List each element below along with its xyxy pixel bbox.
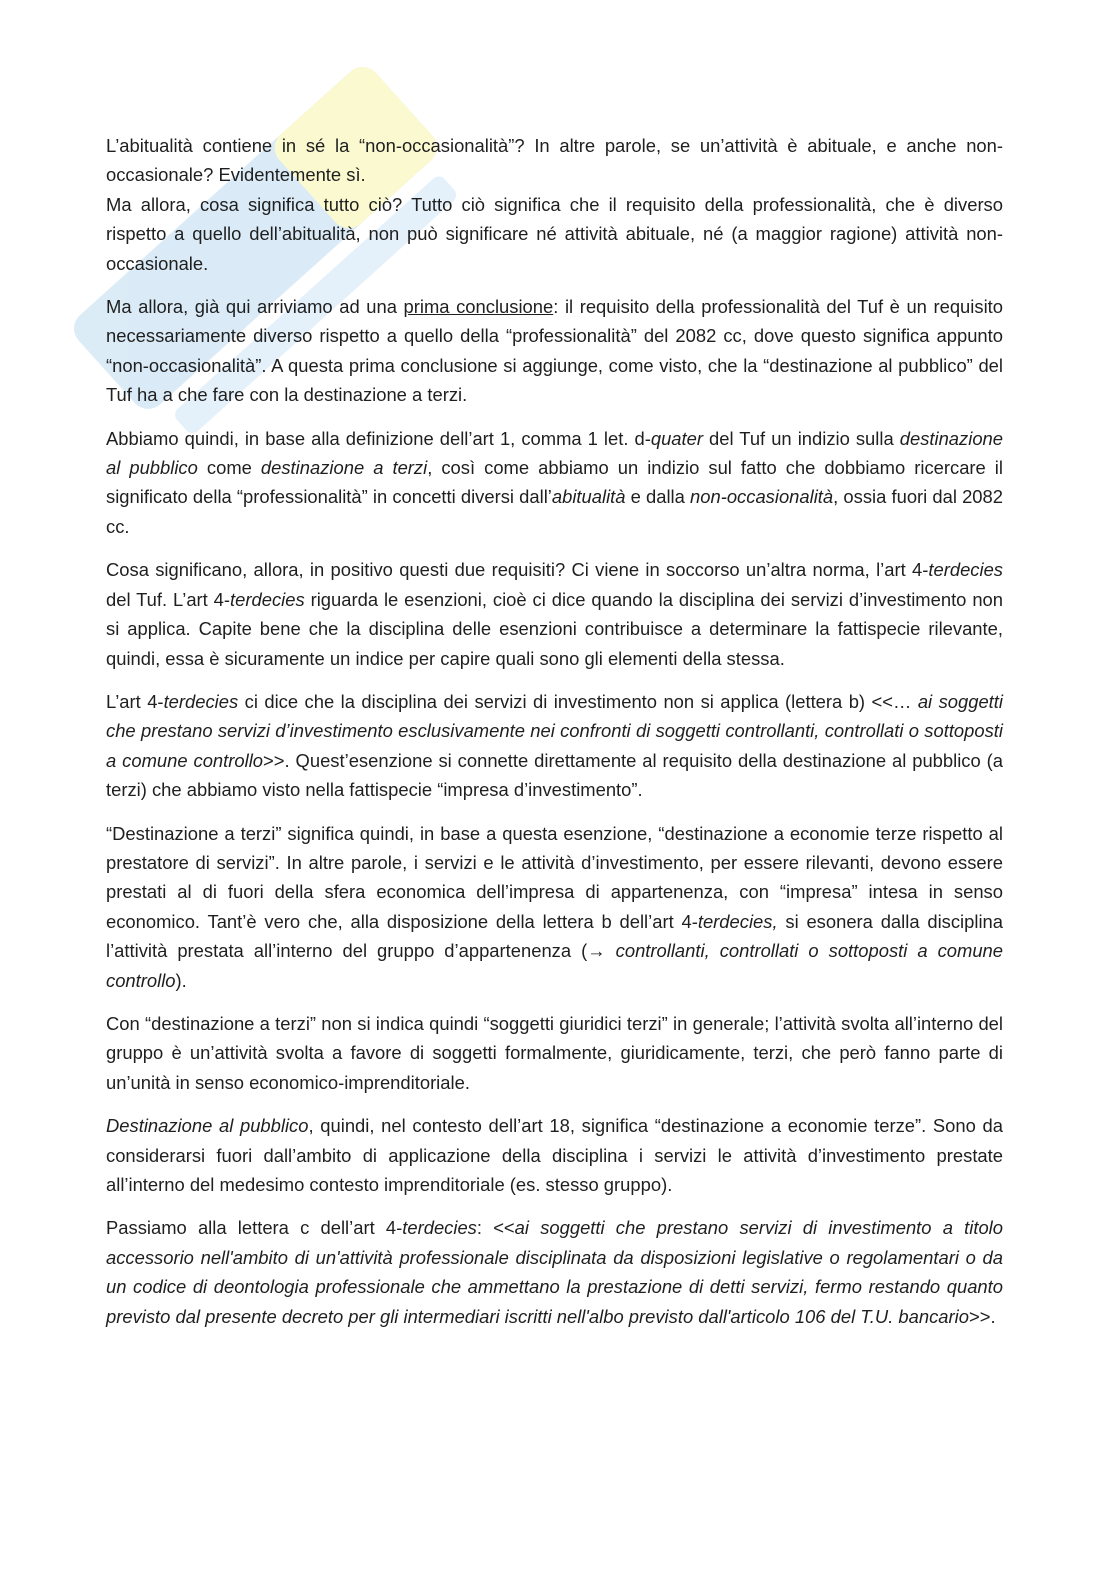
- italic-term: terdecies: [230, 588, 305, 610]
- italic-term: quater: [650, 427, 703, 449]
- paragraph-2: [106, 190, 1003, 278]
- italic-term: terdecies: [163, 690, 239, 712]
- paragraph-10: [106, 1213, 1003, 1331]
- paragraph-6-text: L’art 4-: [106, 690, 164, 712]
- paragraph-10-text: Passiamo alla lettera c dell’art 4-: [106, 1217, 403, 1239]
- paragraph-6-text: >>. Quest’esenzione si connette direttamente al requisito della destinazione al pubblico (a terzi) che abbiamo visto nella fattispecie “impresa d’investimento”.: [106, 749, 1003, 801]
- paragraph-3-text: Ma allora, già qui arriviamo ad una: [106, 296, 404, 318]
- paragraph-7-text: si esonera dalla disciplina l’attività prestata all’interno del gruppo d’appartenenza (→: [106, 910, 1003, 962]
- paragraph-5: [106, 555, 1003, 673]
- paragraph-3: [106, 292, 1003, 410]
- paragraph-9: [106, 1111, 1003, 1199]
- paragraph-10-text: : <<: [476, 1217, 515, 1239]
- italic-term: controllanti, controllati o sottoposti a comune controllo: [106, 940, 1004, 991]
- underlined-phrase: prima conclusione: [403, 296, 554, 318]
- italic-term: Destinazione al pubblico: [106, 1115, 309, 1137]
- paragraph-4: [106, 424, 1003, 542]
- paragraph-7-text: ).: [175, 969, 187, 991]
- paragraph-5-text: del Tuf. L’art 4-: [106, 588, 231, 610]
- paragraph-1: [106, 131, 1003, 190]
- paragraph-8: [106, 1009, 1003, 1097]
- paragraph-10-text: >>.: [968, 1305, 996, 1327]
- paragraph-9-text: , quindi, nel contesto dell’art 18, significa “destinazione a economie terze”. Sono da considerarsi fuori dall’ambito di applicazione della disciplina i servizi le attività d’investimento prestate all’interno del medesimo contesto imprenditoriale (es. stesso gruppo).: [106, 1115, 1003, 1195]
- paragraph-7: [106, 819, 1003, 995]
- paragraph-1-text: L’abitualità contiene in sé la “non-occasionalità”? In altre parole, se un’attività è abituale, e anche non-occasionale? Evidentemente sì.: [106, 135, 1003, 186]
- italic-term: terdecies,: [697, 910, 778, 932]
- paragraph-6-text: ci dice che la disciplina dei servizi di investimento non si applica (lettera b) <<…: [238, 690, 918, 712]
- italic-term: non-occasionalità: [690, 486, 834, 508]
- paragraph-4-text: Abbiamo quindi, in base alla definizione dell’art 1, comma 1 let. d-: [106, 427, 651, 449]
- italic-term: destinazione al pubblico: [106, 427, 1004, 479]
- paragraph-3-text: : il requisito della professionalità del Tuf è un requisito necessariamente diverso rispetto a quello della “professionalità” del 2082 cc, dove questo significa appunto “non-occasionalità”. A questa prima conclusione si aggiunge, come visto, che la “destinazione al pubblico” del Tuf ha a che fare con la destinazione a terzi.: [106, 296, 1003, 406]
- italic-quote: ai soggetti che prestano servizi di investimento a titolo accessorio nell'ambito di un'attività professionale disciplinata da disposizioni legislative o regolamentari o da un codice di deontologia professionale che ammettano la prestazione di detti servizi, fermo restando quanto previsto dal presente decreto per gli intermediari iscritti nell'albo previsto dall'articolo 106 del T.U. bancario: [106, 1217, 1004, 1327]
- paragraph-4-text: del Tuf un indizio sulla: [703, 427, 900, 449]
- paragraph-8-text: Con “destinazione a terzi” non si indica quindi “soggetti giuridici terzi” in generale; l’attività svolta all’interno del gruppo è un’attività svolta a favore di soggetti formalmente, giuridicamente, terzi, che però fanno parte di un’unità in senso economico-imprenditoriale.: [106, 1012, 1003, 1093]
- italic-term: terdecies: [402, 1217, 477, 1239]
- paragraph-2-text: Ma allora, cosa significa tutto ciò? Tutto ciò significa che il requisito della professionalità, che è diverso rispetto a quello dell’abitualità, non può significare né attività abituale, né (a maggior ragione) attività non-occasionale.: [106, 193, 1003, 274]
- paragraph-4-text: , ossia fuori dal 2082 cc.: [106, 486, 1003, 537]
- document-page: [106, 131, 1003, 1345]
- italic-quote: ai soggetti che prestano servizi d’investimento esclusivamente nei confronti di soggetti controllanti, controllati o sottoposti a comune controllo: [106, 690, 1003, 771]
- paragraph-5-text: Cosa significano, allora, in positivo questi due requisiti? Ci viene in soccorso un’altra norma, l’art 4-: [106, 559, 929, 581]
- paragraph-4-text: , così come abbiamo un indizio sul fatto che dobbiamo ricercare il significato della “professionalità” in concetti diversi dall’: [106, 457, 1003, 508]
- italic-term: abitualità: [551, 486, 626, 508]
- paragraph-6: [106, 687, 1003, 805]
- paragraph-7-text: “Destinazione a terzi” significa quindi, in base a questa esenzione, “destinazione a economie terze rispetto al prestatore di servizi”. In altre parole, i servizi e le attività d’investimento, per essere rilevanti, devono essere prestati al di fuori della sfera economica dell’impresa di appartenenza, con “impresa” intesa in senso economico. Tant’è vero che, alla disposizione della lettera b dell’art 4-: [106, 822, 1003, 932]
- italic-term: terdecies: [928, 559, 1003, 581]
- paragraph-4-text: e dalla: [625, 486, 691, 508]
- paragraph-4-text: come: [197, 457, 261, 479]
- paragraph-5-text: riguarda le esenzioni, cioè ci dice quando la disciplina dei servizi d’investimento non si applica. Capite bene che la disciplina delle esenzioni contribuisce a determinare la fattispecie rilevante, quindi, essa è sicuramente un indice per capire quali sono gli elementi della stessa.: [106, 588, 1004, 669]
- italic-term: destinazione a terzi: [260, 457, 428, 479]
